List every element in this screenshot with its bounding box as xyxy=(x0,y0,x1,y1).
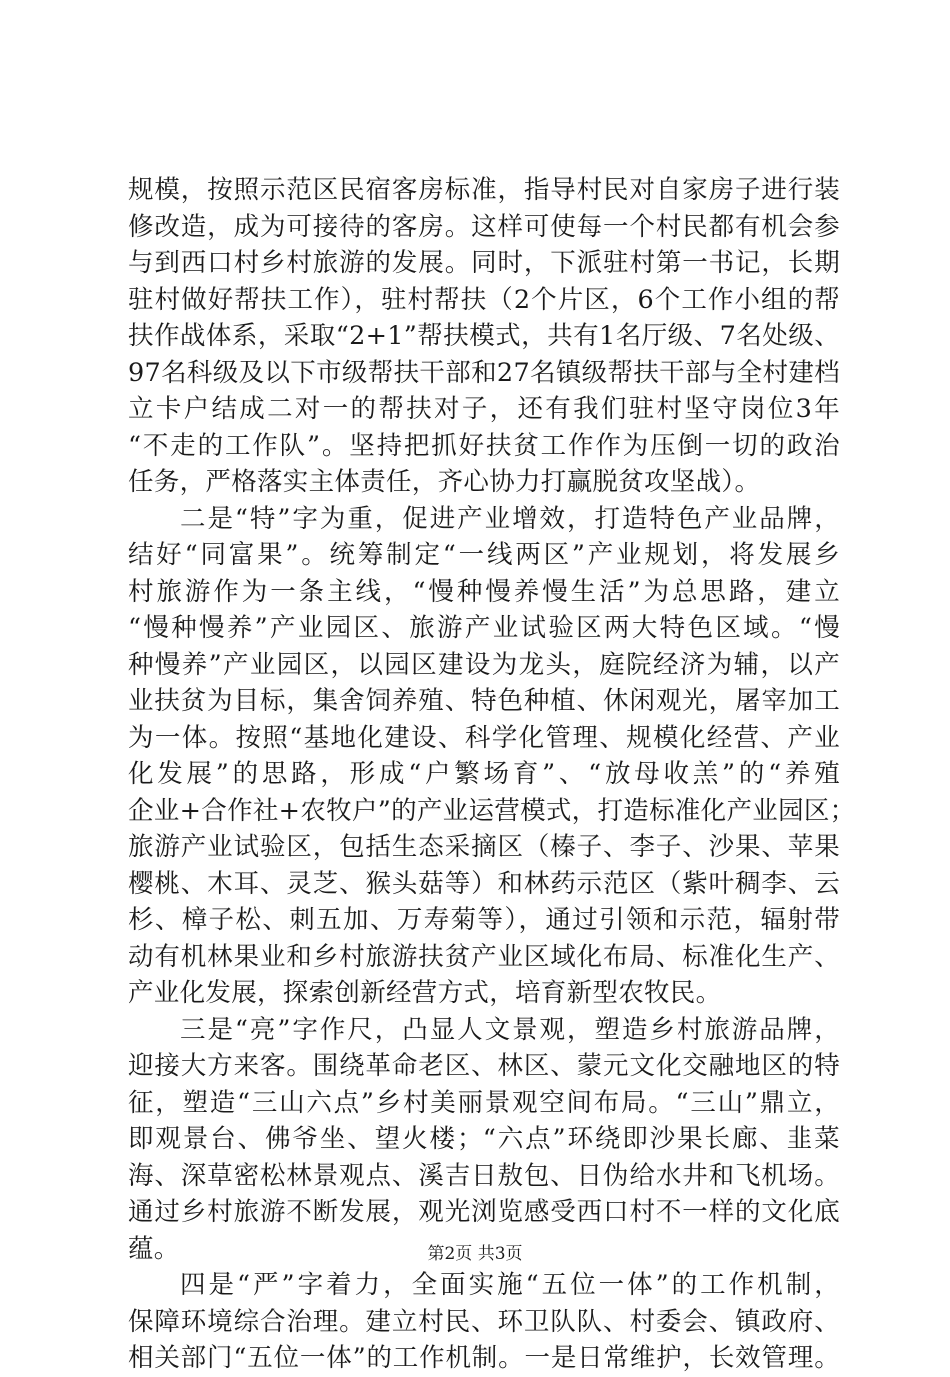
text-line: 杉、樟子松、刺五加、万寿菊等），通过引领和示范，辐射带 xyxy=(128,905,840,935)
text-line: 立卡户结成二对一的帮扶对子，还有我们驻村坚守岗位3年 xyxy=(128,394,840,424)
text-line: 通过乡村旅游不断发展，观光浏览感受西口村不一样的文化底 xyxy=(128,1197,840,1227)
text-line: 规模，按照示范区民宿客房标准，指导村民对自家房子进行装 xyxy=(128,175,840,205)
text-line: 征，塑造“三山六点”乡村美丽景观空间布局。“三山”鼎立， xyxy=(128,1087,840,1118)
text-line: 扶作战体系，采取“2+1”帮扶模式，共有1名厅级、7名处级、 xyxy=(128,321,840,351)
text-line: 为一体。按照“基地化建设、科学化管理、规模化经营、产业 xyxy=(128,722,840,753)
text-line: 化发展”的思路，形成“户繁场育”、“放母收羔”的“养殖 xyxy=(128,759,840,789)
text-line: 产业化发展，探索创新经营方式，培育新型农牧民。 xyxy=(128,978,722,1008)
paragraph-start-line: 三是“亮”字作尺，凸显人文景观，塑造乡村旅游品牌， xyxy=(180,1014,840,1045)
text-line: 97名科级及以下市级帮扶干部和27名镇级帮扶干部与全村建档 xyxy=(128,357,840,388)
text-line: 旅游产业试验区，包括生态采摘区（榛子、李子、沙果、苹果 xyxy=(128,832,840,862)
text-line: 驻村做好帮扶工作），驻村帮扶（2个片区，6个工作小组的帮 xyxy=(128,284,840,315)
text-line: 动有机林果业和乡村旅游扶贫产业区域化布局、标准化生产、 xyxy=(128,941,840,972)
text-line: 相关部门“五位一体”的工作机制。一是日常维护，长效管理。 xyxy=(128,1343,840,1373)
text-line: 企业+合作社+农牧户”的产业运营模式，打造标准化产业园区； xyxy=(128,795,856,826)
text-line: 蕴。 xyxy=(128,1233,180,1264)
text-line: 种慢养”产业园区，以园区建设为龙头，庭院经济为辅，以产 xyxy=(128,649,840,680)
page-number-label: 第2页 共3页 xyxy=(427,1244,523,1264)
text-line: 结好“同富果”。统筹制定“一线两区”产业规划，将发展乡 xyxy=(128,540,840,570)
paragraph-start-line: 四是“严”字着力，全面实施“五位一体”的工作机制， xyxy=(180,1270,840,1300)
text-line: 海、深草密松林景观点、溪吉日敖包、日伪给水井和飞机场。 xyxy=(128,1160,840,1191)
text-line: 修改造，成为可接待的客房。这样可使每一个村民都有机会参 xyxy=(128,211,840,242)
page-footer xyxy=(0,1243,950,1265)
text-line: “不走的工作队”。坚持把抓好扶贫工作作为压倒一切的政治 xyxy=(128,430,840,461)
text-line: 迎接大方来客。围绕革命老区、林区、蒙元文化交融地区的特 xyxy=(128,1051,840,1081)
text-line: 与到西口村乡村旅游的发展。同时，下派驻村第一书记，长期 xyxy=(128,248,840,278)
text-line: 村旅游作为一条主线，“慢种慢养慢生活”为总思路，建立 xyxy=(128,576,840,607)
paragraph-start-line: 二是“特”字为重，促进产业增效，打造特色产业品牌， xyxy=(180,503,840,534)
body-text xyxy=(128,172,856,1377)
text-line: “慢种慢养”产业园区、旅游产业试验区两大特色区域。“慢 xyxy=(128,613,840,643)
text-line: 樱桃、木耳、灵芝、猴头菇等）和林药示范区（紫叶稠李、云 xyxy=(128,868,840,899)
text-line: 即观景台、佛爷坐、望火楼；“六点”环绕即沙果长廊、韭菜 xyxy=(128,1124,840,1154)
text-line: 业扶贫为目标，集舍饲养殖、特色种植、休闲观光，屠宰加工 xyxy=(128,686,840,716)
text-line: 任务，严格落实主体责任，齐心协力打赢脱贫攻坚战）。 xyxy=(128,467,761,497)
text-line: 保障环境综合治理。建立村民、环卫队队、村委会、镇政府、 xyxy=(128,1306,840,1337)
